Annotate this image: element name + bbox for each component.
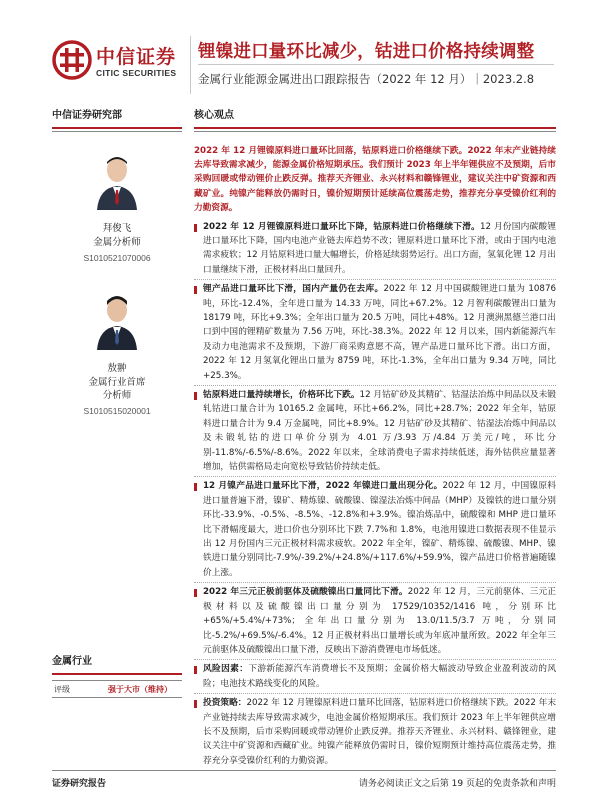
rating-value: 强于大市（维持）	[108, 685, 172, 694]
analyst-photo-2	[93, 290, 141, 350]
analyst-name: 敖翀	[107, 363, 127, 374]
industry-label: 金属行业	[52, 656, 92, 667]
point-separator	[194, 279, 556, 280]
point-separator	[194, 385, 556, 386]
bullet-marker	[194, 666, 197, 674]
point-body: 2022 年 12 月锂镍原料进口量环比回落，钴原料进口价格继续下跌。2022 年末产业链持续去库导致需求减少，电池金属价格短期承压。我们预计 2023 年上半年锂供应增长不及预期，后市采购回暖或带动锂价止跌反弹。推荐天齐锂业、永兴材料、赣锋锂业，建议关注中矿资源和西藏矿业。纯镍产能释放仍需时日，镍价短期预计维持高位震荡走势，推荐充分享受镍价红利的力勤资源。	[203, 698, 557, 766]
header-divider	[190, 36, 191, 94]
point-heading: 12 月镍产品进口量环比下滑，2022 年镍进口量出现分化。	[203, 481, 443, 492]
industry-block	[52, 652, 182, 675]
bullet-marker	[194, 224, 197, 232]
point-body: 12 月钴矿砂及其精矿、钴湿法冶炼中间品以及未锻轧钴进口量合计为 10165.2 金属吨，环比+66.2%，同比+28.7%；2022 年全年，钴原料进口量合计为 9.4 万金属吨，同比+8.9%。12 月钴矿砂及其精矿、钴湿法冶炼中间品以及未锻轧钴的进口单价分别为 4.01 万/3.93 万/4.84 万美元/吨，环比分别-11.8%/-6.5%/-8.6%。2022 年以来，全球消费电子需求持续低迷，海外钴供应量显著增加，钴供需格局走向宽松导致钴价持续走低。	[203, 390, 556, 473]
bullet-marker	[194, 483, 197, 491]
section-rule	[52, 127, 182, 129]
report-title: 锂镍进口量环比减少，钴进口价格持续调整	[198, 42, 535, 62]
point-heading: 锂产品进口量环比下滑，国内产量仍在去库。	[203, 284, 384, 295]
point-separator	[194, 582, 556, 583]
bullet-marker	[194, 589, 197, 597]
page-footer	[52, 770, 556, 790]
point-body: 下游新能源汽车消费增长不及预期；金属价格大幅波动导致企业盈利波动的风险；电池技术路线变化的风险。	[203, 664, 557, 689]
key-point	[194, 585, 556, 657]
point-heading: 2022 年 12 月锂镍原料进口量环比下降，钴原料进口价格继续下滑。	[203, 221, 480, 232]
industry-rule	[52, 673, 182, 675]
core-rule	[194, 127, 556, 129]
report-header	[0, 0, 600, 100]
core-viewpoints-label: 核心观点	[194, 110, 234, 121]
analyst-photo-1	[93, 150, 141, 210]
left-sidebar	[52, 106, 182, 132]
bullet-marker	[194, 286, 197, 294]
rating-row	[52, 680, 182, 698]
point-heading: 钴原料进口量持续增长，价格环比下跌。	[203, 390, 360, 400]
logo-english-name: CITIC SECURITIES	[96, 68, 177, 78]
point-separator	[194, 659, 556, 660]
rating-key: 评级	[54, 685, 70, 694]
point-heading: 投资策略：	[203, 698, 247, 709]
point-body: 2022 年 12 月，三元前驱体、三元正极材料以及硫酸镍出口量分别为 17529/10352/1416 吨，分别环比+65%/+5.4%/+73%；全年出口量分别为 13.0/11.5/3.7 万吨，分别同比-5.2%/+69.5%/-6.4%。12 月正极材料出口量增长或为年底冲量所致。2022 年全年三元前驱体及硫酸镍出口量下滑，反映出下游消费锂电市场低迷。	[203, 587, 556, 655]
key-point	[194, 388, 556, 474]
analyst-card-1	[52, 150, 182, 263]
research-dept-label: 中信证券研究部	[52, 110, 122, 121]
citic-logo	[52, 40, 192, 86]
point-heading: 风险因素：	[203, 664, 249, 675]
section-rule-thin	[52, 131, 182, 132]
analyst-card-2	[52, 290, 182, 416]
analyst-role: 金属分析师	[93, 237, 141, 248]
analyst-id: S1010515020001	[83, 406, 151, 416]
key-point	[194, 479, 556, 580]
key-point	[194, 662, 556, 691]
key-points	[194, 220, 556, 769]
key-point	[194, 696, 556, 768]
point-body: 2022 年 12 月，中国镍原料进口量普遍下滑，镍矿、精炼镍、硫酸镍、镍湿法冶炼中间品（MHP）及镍铁的进口量分别环比-33.9%、-0.5%、-8.5%、-12.8%和+3.9%。镍冶炼品中，硫酸镍和 MHP 进口量环比下滑幅度最大，进口价也分别环比下跌 7.7%和 1.8%，电池用镍进口数据表现不佳显示出 12 月份国内三元正极材料需求疲软。2022 年全年，镍矿、精炼镍、硫酸镍、MHP、镍铁进口量分别同比-7.9%/-39.2%/+24.8%/+117.6%/+59.9%，镍产品进口价格普遍随镍价上涨。	[203, 481, 556, 578]
core-rule-thin	[194, 131, 556, 132]
point-separator	[194, 476, 556, 477]
key-point	[194, 282, 556, 383]
report-subtitle: 金属行业能源金属进出口跟踪报告（2022 年 12 月）｜2023.2.8	[198, 72, 535, 86]
analyst-role-line: 金属行业首席 分析师	[88, 377, 146, 401]
point-body: 2022 年 12 月中国碳酸锂进口量为 10876 吨，环比-12.4%，全年进口量为 14.33 万吨，同比+67.2%。12 月智利碳酸锂出口量为 18179 吨，环比+9.3%；全年出口量为 20.5 万吨，同比+48%。12 月澳洲黑德兰港口出口到中国的锂精矿数量为 7.56 万吨，环比-38.3%。2022 年 12 月以来，国内新能源汽车及动力电池需求不及预期，下游厂商采购意愿不高，锂产品进口量环比下滑。出口方面，2022 年 12 月氢氧化锂出口量为 8759 吨，环比-1.3%，全年出口量为 9.34 万吨，同比+25.3%。	[203, 284, 556, 381]
footer-report-type: 证券研究报告	[52, 779, 107, 789]
point-separator	[194, 693, 556, 694]
analyst-name: 拜俊飞	[102, 223, 132, 234]
title-rule	[198, 64, 554, 65]
logo-chinese-name: 中信证券	[96, 46, 177, 68]
analyst-role	[52, 376, 182, 402]
point-body: 12 月份国内碳酸锂进口量环比下降，国内电池产业链去库趋势不改；锂原料进口量环比下滑，或由于国内电池需求疲软；12 月钴原料进口量大幅增长，价格延续弱势运行。出口方面，氢氧化锂 12 月出口量继续下滑，正极材料出口量回升。	[203, 221, 557, 275]
key-point	[194, 220, 556, 278]
bullet-marker	[194, 700, 197, 708]
point-heading: 2022 年三元正极前驱体及硫酸镍出口量同比下滑。	[203, 587, 408, 598]
analyst-id: S1010521070006	[83, 253, 151, 263]
summary-paragraph: 2022 年 12 月锂镍原料进口量环比回落，钴原料进口价格继续下跌。2022 年末产业链持续去库导致需求减少，能源金属价格短期承压。我们预计 2023 年上半年锂供应不及预期，后市采购回暖或带动锂价止跌反弹。推荐天齐锂业、永兴材料和赣锋锂业，建议关注中矿资源和西藏矿业。纯镍产能释放仍需时日，镍价短期预计延续高位震荡走势，推荐充分享受镍价红利的力勤资源。	[194, 145, 556, 214]
core-viewpoints	[194, 106, 556, 768]
citic-logo-icon	[52, 40, 92, 80]
footer-disclaimer: 请务必阅读正文之后第 19 页起的免责条款和声明	[358, 779, 556, 789]
bullet-marker	[194, 392, 197, 400]
